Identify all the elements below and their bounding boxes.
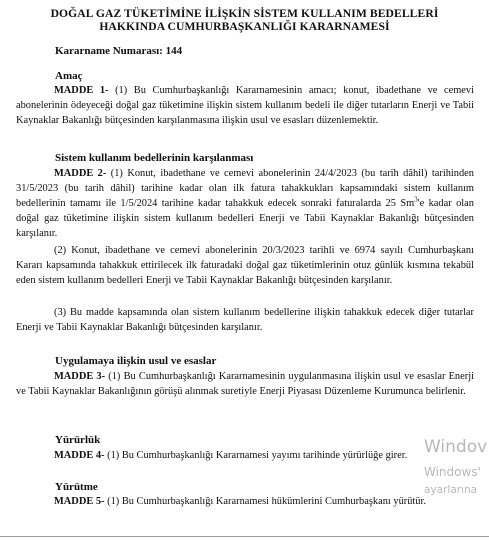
article-1-text: (1) Bu Cumhurbaşkanlığı Kararnamesinin amacı; konut, ibadethane ve cemevi abonelerinin ödeyeceği doğal gaz tüketimine ilişkin sistem kullanım bedeli ile diğer tutarların Enerji ve Tabii Kaynaklar Bakanlığı bütçesinden karşılanmasına ilişkin usul ve esasları düzenlemektir.	[16, 85, 474, 126]
article-5-paragraph	[16, 494, 474, 509]
article-3-paragraph	[16, 369, 474, 399]
document-title-line1: DOĞAL GAZ TÜKETİMİNE İLİŞKİN SİSTEM KULLANIM BEDELLERİ	[50, 7, 439, 20]
cubic-superscript: 3	[414, 195, 418, 204]
article-2-paragraph-1	[16, 166, 474, 241]
article-4-paragraph	[16, 448, 474, 463]
article-3-text: (1) Bu Cumhurbaşkanlığı Kararnamesinin uygulanmasına ilişkin usul ve esaslar Enerji ve Tabii Kaynaklar Bakanlığının görüşü alınmak suretiyle Enerji Piyasası Düzenleme Kurumunca belirlenir.	[16, 371, 474, 397]
section-heading-uygulama: Uygulamaya ilişkin usul ve esaslar	[55, 355, 217, 367]
section-heading-yurutme: Yürütme	[55, 481, 98, 493]
decree-number: Kararname Numarası: 144	[55, 45, 183, 57]
section-heading-karsilanma: Sistem kullanım bedellerinin karşılanması	[55, 152, 254, 164]
article-2-label: MADDE 2-	[54, 168, 107, 179]
article-2-paragraph-3: (3) Bu madde kapsamında olan sistem kullanım bedellerine ilişkin tahakkuk edecek diğer tutarlar Enerji ve Tabii Kaynaklar Bakanlığı bütçesinden karşılanır.	[16, 307, 474, 333]
article-3-label: MADDE 3-	[54, 371, 106, 382]
article-2-text-part1: (1) Konut, ibadethane ve cemevi abonelerinin 24/4/2023 (bu tarih dâhil) tarihinden 31/5/2023 (bu tarih dâhil) tarihine kadar olan ilk fatura tahakkukları kapsamındaki sistem kullanım bedellerinin tamamı ile 1/5/2024 tarihine kadar tahakkuk edecek sonraki faturalarda 25 Sm	[16, 168, 474, 209]
article-2-paragraph-2: (2) Konut, ibadethane ve cemevi abonelerinin 20/3/2023 tarihli ve 6974 sayılı Cumhurbaşkanı Kararı kapsamında tahakkuk ettirilecek ilk faturadaki doğal gaz tüketimlerinin otuz günlük kısmına tekabül eden sistem kullanım bedelleri Enerji ve Tabii Kaynaklar Bakanlığı bütçesinden karşılanır.	[16, 245, 474, 286]
article-4-label: MADDE 4-	[54, 450, 105, 461]
article-1-label: MADDE 1-	[54, 85, 109, 96]
article-4-text: (1) Bu Cumhurbaşkanlığı Kararnamesi yayımı tarihinde yürürlüğe girer.	[104, 450, 408, 461]
page-bottom-divider	[0, 536, 489, 537]
document-title-line2: HAKKINDA CUMHURBAŞKANLIĞI KARARNAMESİ	[99, 20, 390, 33]
article-1-paragraph	[16, 83, 474, 128]
article-5-label: MADDE 5-	[54, 496, 105, 507]
activation-watermark-line2: Windows'	[424, 465, 481, 479]
section-heading-yururluk: Yürürlük	[55, 434, 101, 446]
activation-watermark-line3: ayarlarına	[424, 484, 478, 496]
activation-watermark-line1: Windov	[424, 437, 488, 457]
article-2-text-part2: 'e kadar olan doğal gaz tüketimine ilişkin sistem kullanım bedelleri Enerji ve Tabii Kaynaklar Bakanlığı bütçesinden karşılanır.	[16, 198, 474, 239]
article-5-text: (1) Bu Cumhurbaşkanlığı Kararnamesi hükümlerini Cumhurbaşkanı yürütür.	[104, 496, 426, 507]
section-heading-amac: Amaç	[55, 70, 83, 82]
